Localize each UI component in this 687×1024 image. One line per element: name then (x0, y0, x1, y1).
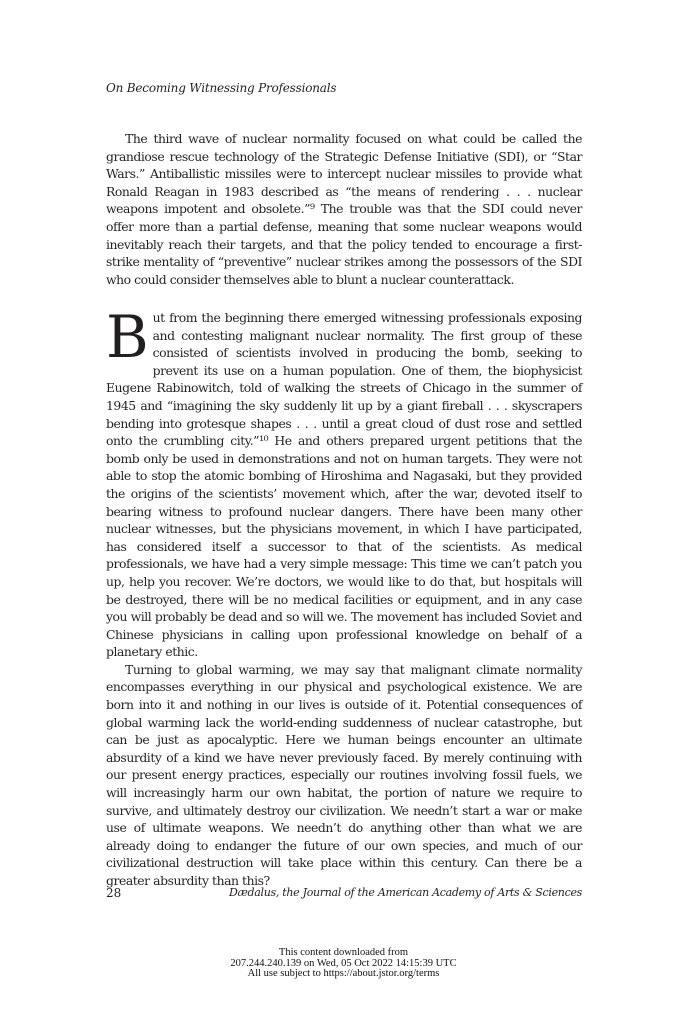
paragraph-text: The third wave of nuclear normality focused on what could be called the grandiose rescue technology of the Strategic Defense Initiative (SDI), or “Star Wars.” Antiballistic missiles were to intercept nuclear missiles to provide what Ronald Reagan in 1983 described as “the means of rendering . . . nuclear weapons impotent and obsolete.”⁹ The trouble was that the SDI could never offer more than a partial defense, meaning that some nuclear weapons would inevitably reach their targets, and that the policy tended to encourage a first-strike mentality of “preventive” nuclear strikes among the possessors of the SDI who could consider themselves able to blunt a nuclear counterattack. (106, 131, 582, 287)
page-number: 28 (106, 886, 122, 900)
journal-title: Dædalus, the Journal of the American Academy of Arts & Sciences (228, 886, 582, 899)
drop-cap: B (106, 303, 149, 371)
section-witnessing-professionals (106, 303, 582, 890)
jstor-line-1: This content downloaded from (278, 947, 409, 958)
jstor-download-notice (0, 948, 687, 980)
jstor-line-3: All use subject to https://about.jstor.org/terms (247, 968, 440, 979)
jstor-line-2: 207.244.240.139 on Wed, 05 Oct 2022 14:15:39 UTC (230, 957, 457, 969)
paragraph-sdi (106, 130, 582, 288)
running-head: On Becoming Witnessing Professionals (106, 81, 337, 95)
paragraph-text: ut from the beginning there emerged witnessing professionals exposing and contesting malignant nuclear normality. The first group of these consisted of scientists involved in producing the bomb, seeking to prevent its use on a human population. One of them, the biophysicist Eugene Rabinowitch, told of walking the streets of Chicago in the summer of 1945 and “imagining the sky suddenly lit up by a giant fireball . . . skyscrapers bending into grotesque shapes . . . until a great cloud of dust rose and settled onto the crumbling city.”¹⁰ He and others prepared urgent petitions that the bomb only be used in demonstrations and not on human targets. They were not able to stop the atomic bombing of Hiroshima and Nagasaki, but they provided the origins of the scientists’ movement which, after the war, devoted itself to bearing witness to profound nuclear dangers. There have been many other nuclear witnesses, but the physicians movement, in which I have participated, has considered itself a successor to that of the scientists. As medical professionals, we have had a very simple message: This time we can’t patch you up, help you recover. We’re doctors, we would like to do that, but hospitals will be destroyed, there will be no medical facilities or equipment, and in any case you will probably be dead and so will we. The movement has included Soviet and Chinese physicians in calling upon professional knowledge on behalf of a planetary ethic. (106, 310, 582, 660)
paragraph-global-warming: Turning to global warming, we may say that malignant climate normality encompasses everything in our physical and psychological existence. We are born into it and nothing in our lives is outside of it. Potential consequences of global warming lack the world-ending suddenness of nuclear catastrophe, but can be just as apocalyptic. Here we human beings encounter an ultimate absurdity of a kind we have never previously faced. By merely continuing with our present energy practices, especially our routines involving fossil fuels, we will increasingly harm our own habitat, the portion of nature we require to survive, and ultimately destroy our civilization. We needn’t start a war or make use of ultimate weapons. We needn’t do anything other than what we are already doing to endanger the future of our own species, and much of our civilizational destruction will take place within this century. Can there be a greater absurdity than this? (106, 661, 582, 888)
paragraph-scientists (106, 303, 582, 661)
